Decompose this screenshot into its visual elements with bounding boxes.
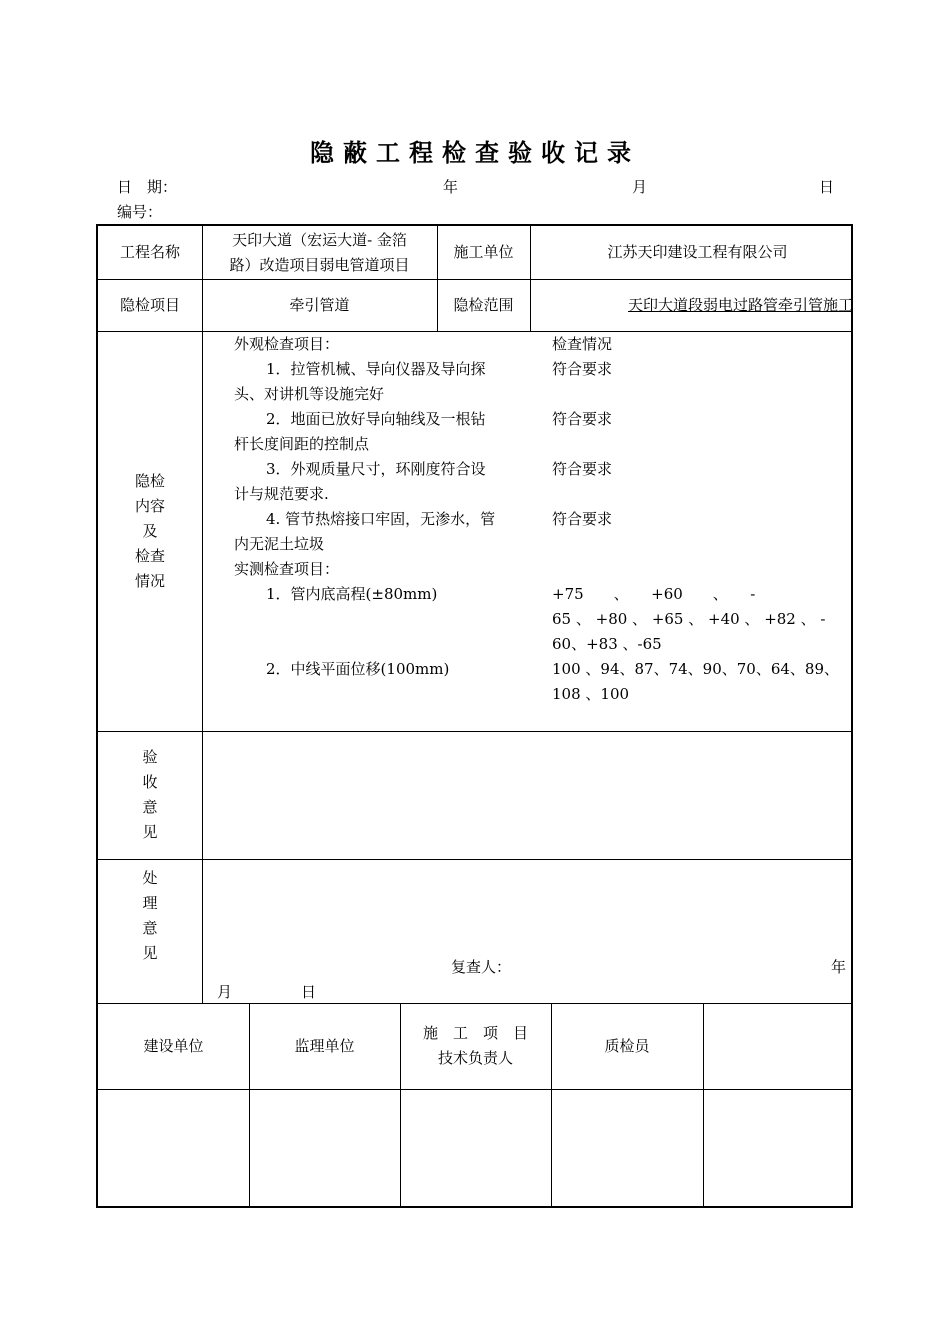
check-item-line: 头、对讲机等设施完好 bbox=[234, 385, 385, 403]
label-char: 隐检 bbox=[134, 471, 165, 490]
check-item-line: 4. 管节热熔接口牢固，无渗水，管 bbox=[266, 510, 496, 528]
inspection-item-value: 牵引管道 bbox=[289, 295, 350, 314]
review-month: 月 bbox=[217, 983, 233, 1001]
scope-text: 天印大道段弱电过路管牵引管施工 bbox=[627, 295, 853, 314]
label-char: 收 bbox=[142, 773, 158, 791]
inspector-label: 质检员 bbox=[604, 1036, 650, 1055]
label-char: 理 bbox=[142, 894, 158, 912]
inspection-form-table bbox=[96, 224, 853, 1208]
check-item-status: 符合要求 bbox=[552, 460, 613, 478]
row-divider bbox=[98, 731, 853, 732]
check-item-status: 符合要求 bbox=[552, 410, 613, 428]
col-divider bbox=[202, 226, 203, 1003]
label-char: 检查 bbox=[134, 546, 165, 565]
page-title: 隐蔽工程检查验收记录 bbox=[310, 138, 640, 167]
tech-lead-line: 施 工 项 目 bbox=[422, 1024, 528, 1042]
inspection-scope-value bbox=[530, 279, 853, 331]
label-char: 情况 bbox=[134, 571, 165, 590]
measured-item-values: 65 、 +80 、 +65 、 +40 、 +82 、 - bbox=[552, 610, 826, 628]
appearance-header: 外观检查项目： bbox=[234, 335, 340, 353]
label-char: 验 bbox=[142, 748, 158, 766]
measured-item-label: 2．中线平面位移(100mm) bbox=[266, 660, 450, 678]
measured-item-label: 1．管内底高程(±80mm) bbox=[266, 585, 438, 603]
blank-signature-column[interactable] bbox=[703, 1003, 853, 1208]
tech-lead-signature-cell[interactable] bbox=[400, 1089, 551, 1208]
check-item-line: 杆长度间距的控制点 bbox=[234, 435, 370, 453]
supervisor-unit-label: 监理单位 bbox=[294, 1036, 355, 1055]
project-name-label: 工程名称 bbox=[119, 243, 180, 261]
label-char: 及 bbox=[142, 521, 158, 540]
tech-lead-line: 技术负责人 bbox=[437, 1049, 513, 1067]
status-header: 检查情况 bbox=[552, 335, 613, 353]
date-year: 年 bbox=[443, 178, 459, 196]
acceptance-opinion-label bbox=[98, 731, 202, 859]
handling-opinion-label bbox=[98, 866, 202, 966]
measured-item-values: 100 、94、87、74、90、70、64、89、 bbox=[552, 660, 840, 678]
supervisor-signature-cell[interactable] bbox=[249, 1089, 400, 1208]
owner-unit-label: 建设单位 bbox=[143, 1036, 204, 1055]
content-section-label bbox=[98, 331, 202, 731]
date-day: 日 bbox=[819, 178, 835, 196]
inspector-signature-cell[interactable] bbox=[551, 1089, 703, 1208]
check-item-line: 3．外观质量尺寸，环刚度符合设 bbox=[266, 460, 486, 478]
tech-lead-label bbox=[400, 1003, 551, 1089]
measured-header: 实测检查项目： bbox=[234, 560, 340, 578]
label-char: 见 bbox=[142, 823, 158, 841]
check-item-status: 符合要求 bbox=[552, 360, 613, 378]
review-year: 年 bbox=[831, 958, 847, 976]
row-divider bbox=[98, 331, 853, 332]
check-item-line: 内无泥土垃圾 bbox=[234, 535, 325, 553]
measured-item-values: 60、+83 、-65 bbox=[552, 635, 662, 653]
date-label: 日 期： bbox=[117, 178, 178, 196]
project-name-value bbox=[202, 226, 437, 279]
measured-item-values: +75 、 +60 、 - bbox=[552, 585, 756, 603]
contractor-value: 江苏天印建设工程有限公司 bbox=[607, 243, 788, 261]
inspection-scope-label: 隐检范围 bbox=[453, 295, 514, 314]
number-label: 编号： bbox=[117, 203, 163, 221]
label-char: 意 bbox=[142, 919, 158, 937]
inspection-item-label: 隐检项目 bbox=[119, 295, 180, 314]
measured-item-values: 108 、100 bbox=[552, 685, 630, 703]
check-item-status: 符合要求 bbox=[552, 510, 613, 528]
label-char: 处 bbox=[142, 869, 158, 887]
project-name-line: 天印大道（宏运大道- 金箔 bbox=[232, 230, 407, 249]
owner-signature-cell[interactable] bbox=[98, 1089, 249, 1208]
check-item-line: 计与规范要求. bbox=[234, 485, 329, 503]
check-item-line: 1．拉管机械、导向仪器及导向探 bbox=[266, 360, 486, 378]
review-day: 日 bbox=[301, 983, 317, 1001]
reviewer-label: 复查人： bbox=[451, 958, 512, 976]
label-char: 意 bbox=[142, 798, 158, 816]
label-char: 内容 bbox=[134, 496, 165, 515]
project-name-line: 路）改造项目弱电管道项目 bbox=[229, 255, 410, 274]
date-month: 月 bbox=[632, 178, 648, 196]
label-char: 见 bbox=[142, 944, 158, 962]
check-item-line: 2．地面已放好导向轴线及一根钻 bbox=[266, 410, 486, 428]
row-divider bbox=[98, 859, 853, 860]
contractor-label: 施工单位 bbox=[453, 243, 514, 261]
